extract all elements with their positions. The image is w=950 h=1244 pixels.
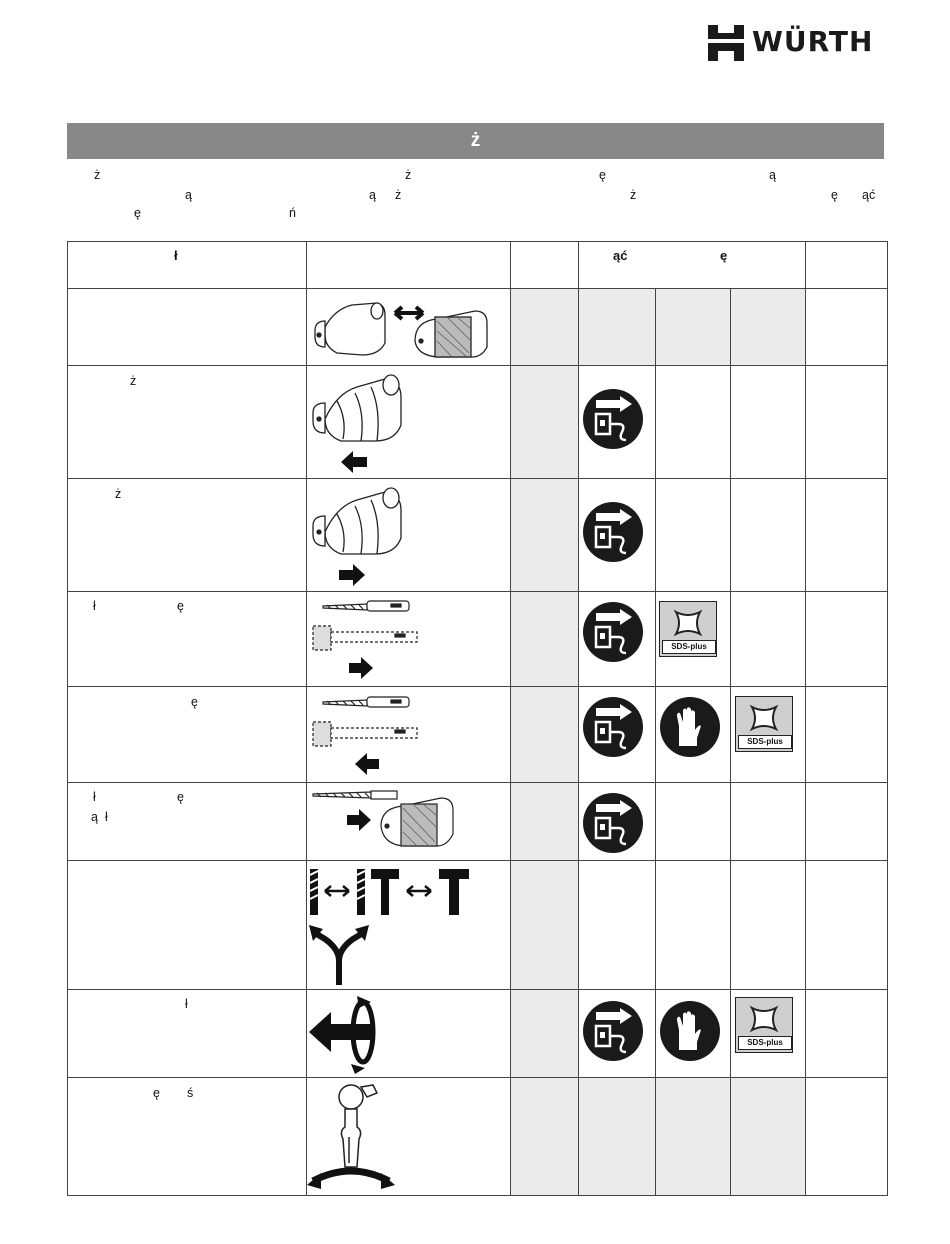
drill-bit-icon [323,601,409,611]
header-col4: ąć [613,248,628,263]
chuck-insert-illustration [307,482,507,590]
row-text: ż [115,487,122,501]
sds-plus-icon [735,997,793,1053]
unplug-icon [582,1000,644,1062]
wurth-logo-icon [706,23,746,63]
swap-icon [395,307,423,319]
row-text: ę [177,790,184,804]
row-text: ę [177,599,184,613]
arrow-left-icon [355,753,379,775]
sds-plus-icon [659,601,717,657]
section-title: ż [470,130,481,151]
arrow-left-icon [341,451,367,473]
shaded-row [578,288,805,365]
row-text: ł [93,790,96,804]
intro-glyph: ąć [862,188,876,202]
row-text: ł [93,599,96,613]
intro-glyph: ę [831,188,838,202]
intro-glyph: ę [599,168,606,182]
intro-glyph: ą [769,168,776,182]
intro-glyph: ą [369,188,376,202]
row-text: ę [153,1086,160,1100]
rotate-pull-illustration [307,992,507,1076]
brand-name: WÜRTH [752,25,874,58]
intro-glyph: ż [94,168,101,182]
swap-icon [407,886,431,896]
side-handle-illustration [307,1081,507,1193]
header-col4b: ę [720,248,728,263]
wurth-logo [706,23,886,63]
section-title-bar [67,123,884,159]
intro-glyph: ę [134,206,141,220]
shaded-column [510,288,578,1195]
chuck-remove-illustration [307,369,507,477]
swap-icon [325,886,349,896]
intro-glyph: ż [630,188,637,202]
intro-glyph: ń [289,206,296,220]
gloves-icon [659,1000,721,1062]
instructions-table [67,241,888,1196]
unplug-icon [582,601,644,663]
row-text: ś [187,1086,194,1100]
arrow-right-icon [339,564,365,586]
intro-glyph: ż [395,188,402,202]
shaded-row [578,1077,805,1195]
bit-remove-illustration [307,690,507,780]
sds-plus-icon [735,696,793,752]
row-text: ż [130,374,137,388]
bit-into-chuck-illustration [307,786,507,858]
arrow-right-icon [347,809,371,831]
sds-plus-label: SDS-plus [738,735,792,749]
sds-plus-label: SDS-plus [662,640,716,654]
header-col1: ł [174,248,178,263]
arrow-right-icon [349,657,373,679]
sds-plus-label: SDS-plus [738,1036,792,1050]
row-text: ł [105,810,108,824]
unplug-icon [582,696,644,758]
intro-glyph: ą [185,188,192,202]
row-text: ł [185,997,188,1011]
fork-arrow-icon [315,933,363,985]
unplug-icon [582,792,644,854]
gloves-icon [659,696,721,758]
rotate-icon [309,996,375,1074]
unplug-icon [582,501,644,563]
chuck-swap-illustration [307,291,507,363]
handle-icon [339,1085,377,1167]
intro-paragraph [67,164,884,224]
unplug-icon [582,388,644,450]
mode-select-illustration [307,863,507,987]
row-text: ę [191,695,198,709]
intro-glyph: ż [405,168,412,182]
row-text: ą [91,810,98,824]
bit-insert-illustration [307,594,507,684]
